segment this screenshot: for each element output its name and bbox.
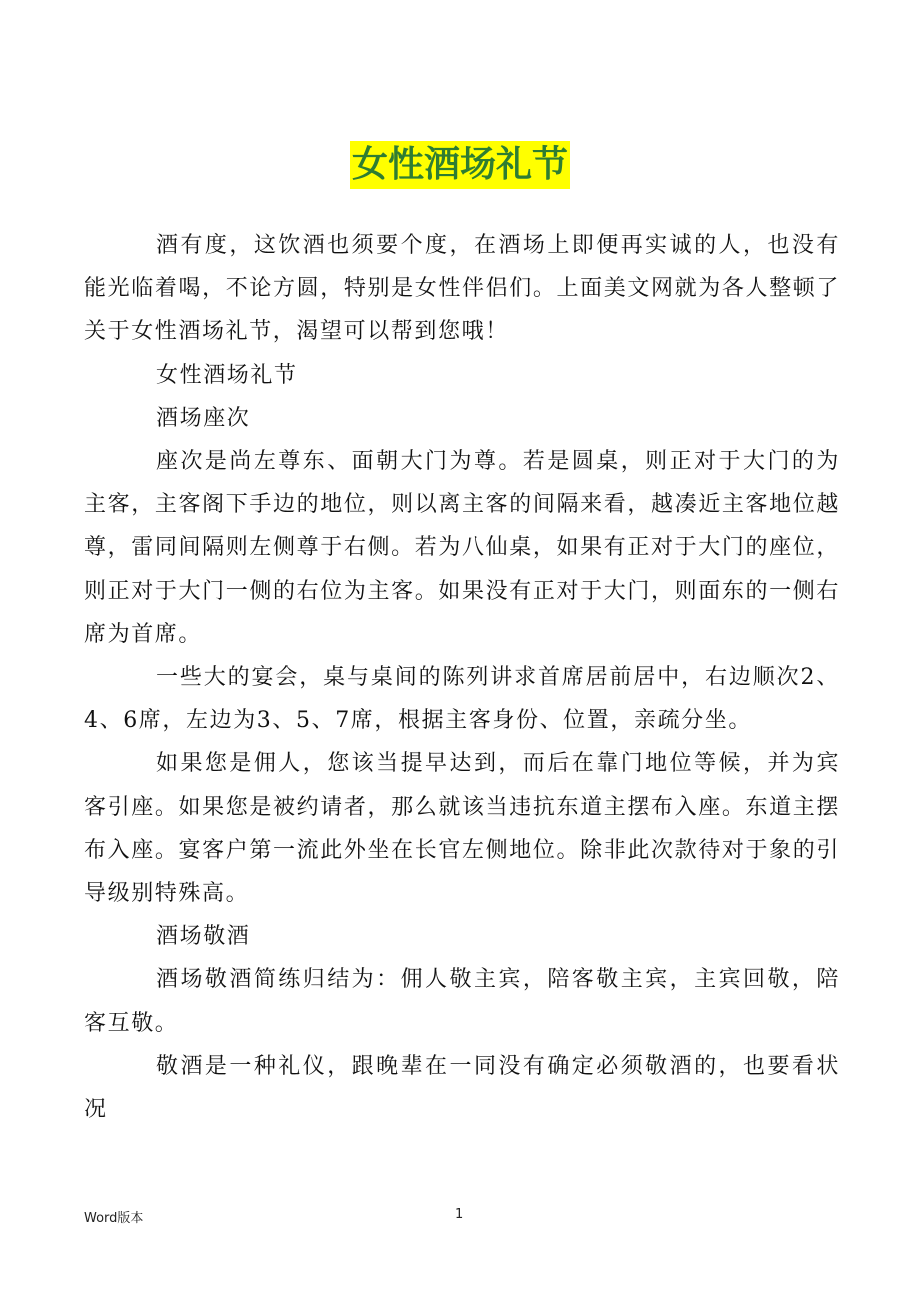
paragraph-heading-seating: 酒场座次 <box>156 405 251 431</box>
document-body <box>84 224 840 1131</box>
paragraph-heading-toast: 酒场敬酒 <box>156 924 251 950</box>
footer-label: Word版本 <box>84 1211 144 1226</box>
paragraph-toast-summary: 酒场敬酒简练归结为：佣人敬主宾，陪客敬主宾，主宾回敬，陪客互敬。 <box>84 967 840 1036</box>
title-container <box>0 141 920 189</box>
paragraph-host-guest: 如果您是佣人，您该当提早达到，而后在靠门地位等候，并为宾客引座。如果您是被约请者，那么就该当违抗东道主摆布入座。东道主摆布入座。宴客户第一流此外坐在长官左侧地位。除非此次款待对于象的引导级别特殊高。 <box>84 751 840 907</box>
page-number: 1 <box>455 1207 464 1222</box>
paragraph-toast-etiquette: 敬酒是一种礼仪，跟晚辈在一同没有确定必须敬酒的，也要看状况 <box>84 1053 840 1123</box>
paragraph-heading-title: 女性酒场礼节 <box>156 362 298 388</box>
document-title: 女性酒场礼节 <box>350 141 570 189</box>
paragraph-intro: 酒有度，这饮酒也须要个度，在酒场上即便再实诚的人，也没有能光临着喝，不论方圆，特别是女性伴侣们。上面美文网就为各人整顿了关于女性酒场礼节，渴望可以帮到您哦！ <box>84 233 840 345</box>
paragraph-seating-rules: 座次是尚左尊东、面朝大门为尊。若是圆桌，则正对于大门的为主客，主客阁下手边的地位，则以离主客的间隔来看，越凑近主客地位越尊，雷同间隔则左侧尊于右侧。若为八仙桌，如果有正对于大门的座位，则正对于大门一侧的右位为主客。如果没有正对于大门，则面东的一侧右席为首席。 <box>84 449 840 647</box>
paragraph-banquet-arrangement: 一些大的宴会，桌与桌间的陈列讲求首席居前居中，右边顺次2、4、6席，左边为3、5、7席，根据主客身份、位置，亲疏分坐。 <box>84 665 840 734</box>
